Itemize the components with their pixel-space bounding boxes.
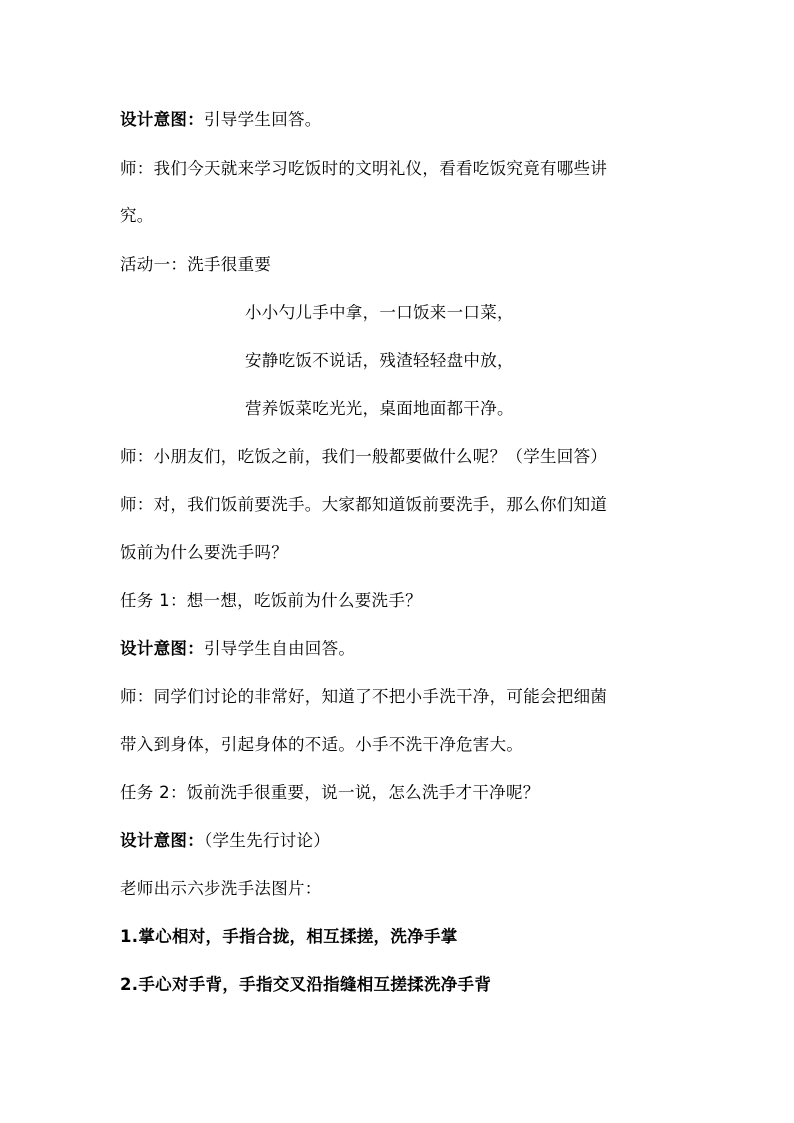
rhyme-line-2: 安静吃饭不说话，残渣轻轻盘中放， xyxy=(245,351,514,370)
design-intent-line-1 xyxy=(120,108,322,132)
task-2: 任务 2：饭前洗手很重要，说一说，怎么洗手才干净呢？ xyxy=(120,783,540,802)
activity-heading: 活动一：洗手很重要 xyxy=(120,255,272,274)
teacher-line-3-cont: 饭前为什么要洗手吗？ xyxy=(120,543,288,562)
teacher-line-4-cont: 带入到身体，引起身体的不适。小手不洗干净危害大。 xyxy=(120,735,524,754)
design-intent-line-3 xyxy=(120,829,330,853)
design-intent-label: 设计意图： xyxy=(120,110,204,129)
design-intent-text: 引导学生自由回答。 xyxy=(204,639,356,658)
teacher-line-3: 师：对，我们饭前要洗手。大家都知道饭前要洗手，那么你们知道 xyxy=(120,495,608,514)
teacher-line-1: 师：我们今天就来学习吃饭时的文明礼仪，看看吃饭究竟有哪些讲 xyxy=(120,159,608,178)
rhyme-line-1: 小小勺儿手中拿，一口饭来一口菜， xyxy=(245,303,514,322)
design-intent-text: 引导学生回答。 xyxy=(204,110,322,129)
teacher-line-1-cont: 究。 xyxy=(120,206,154,225)
design-intent-label: 设计意图： xyxy=(120,831,204,850)
design-intent-line-2 xyxy=(120,637,355,661)
step-2: 2.手心对手背，手指交叉沿指缝相互搓揉洗净手背 xyxy=(120,975,492,994)
task-1: 任务 1：想一想，吃饭前为什么要洗手？ xyxy=(120,591,422,610)
design-intent-label: 设计意图： xyxy=(120,639,204,658)
teacher-shows-images: 老师出示六步洗手法图片： xyxy=(120,879,322,898)
step-1: 1.掌心相对，手指合拢，相互揉搓，洗净手掌 xyxy=(120,927,458,946)
teacher-line-2: 师：小朋友们，吃饭之前，我们一般都要做什么呢？（学生回答） xyxy=(120,447,608,466)
rhyme-line-3: 营养饭菜吃光光，桌面地面都干净。 xyxy=(245,399,514,418)
design-intent-text: （学生先行讨论） xyxy=(204,831,331,850)
teacher-line-4: 师：同学们讨论的非常好，知道了不把小手洗干净，可能会把细菌 xyxy=(120,687,608,706)
